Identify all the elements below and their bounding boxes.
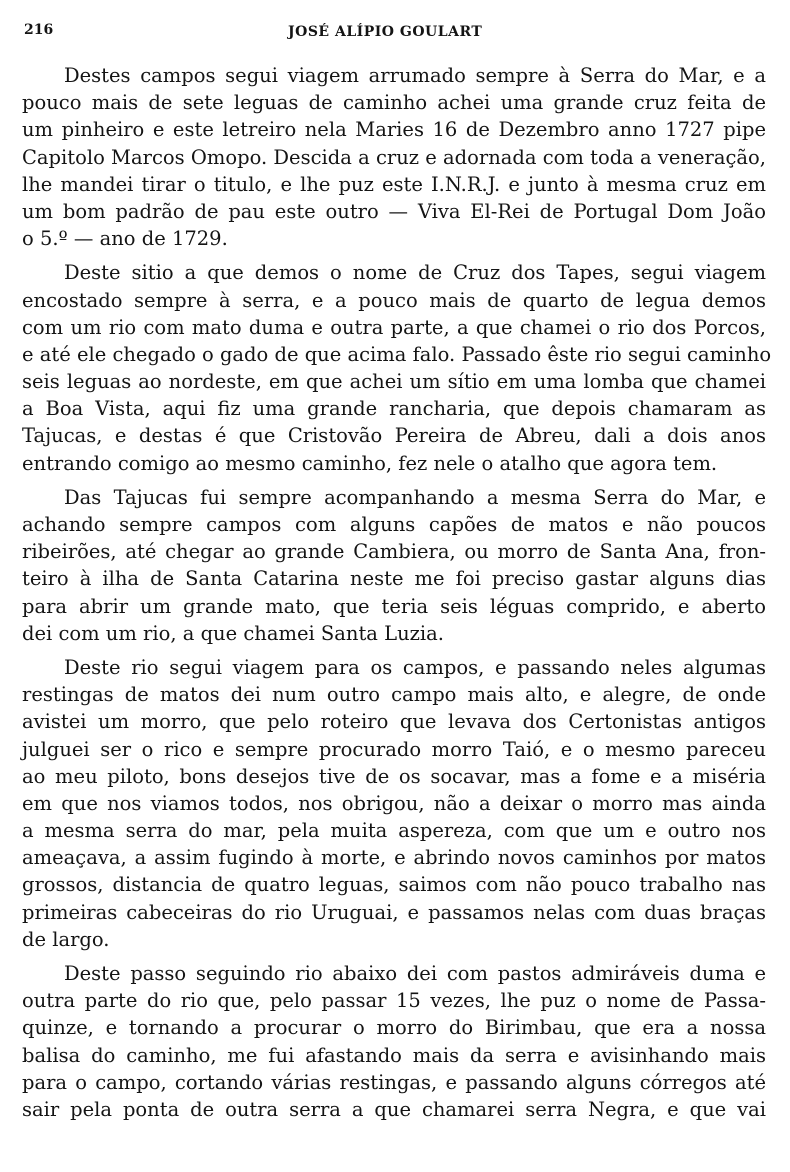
text-line: encostado sempre à serra, e a pouco mais de quarto de legua demos — [22, 288, 766, 312]
text-line: quinze, e tornando a procurar o morro do Birimbau, que era a nossa — [22, 1016, 766, 1040]
text-line: restingas de matos dei num outro campo mais alto, e alegre, de onde — [22, 683, 766, 707]
text-line: a mesma serra do mar, pela muita aspereza, com que um e outro nos — [22, 819, 766, 843]
text-line: com um rio com mato duma e outra parte, a que chamei o rio dos Porcos, — [22, 315, 766, 339]
text-line: seis leguas ao nordeste, em que achei um sítio em uma lomba que chamei — [22, 370, 766, 394]
text-line: Das Tajucas fui sempre acompanhando a mesma Serra do Mar, e — [64, 485, 766, 509]
text-line: entrando comigo ao mesmo caminho, fez nele o atalho que agora tem. — [22, 451, 718, 475]
text-line: em que nos viamos todos, nos obrigou, não a deixar o morro mas ainda — [22, 791, 766, 815]
text-line: um pinheiro e este letreiro nela Maries 16 de Dezembro anno 1727 pipe — [22, 118, 766, 142]
text-line: para abrir um grande mato, que teria seis léguas comprido, e aberto — [22, 594, 766, 618]
paragraph — [22, 960, 766, 1123]
paragraph — [22, 259, 772, 477]
text-line: pouco mais de sete leguas de caminho achei uma grande cruz feita de — [22, 91, 766, 115]
text-line: Capitolo Marcos Omopo. Descida a cruz e adornada com toda a veneração, — [22, 145, 766, 169]
paragraph — [22, 62, 766, 252]
text-line: Deste passo seguindo rio abaixo dei com pastos admiráveis duma e — [64, 962, 766, 985]
running-head: JOSÉ ALÍPIO GOULART — [288, 24, 483, 40]
text-line: o 5.º — ano de 1729. — [22, 227, 228, 251]
text-line: avistei um morro, que pelo roteiro que levava dos Certonistas antigos — [22, 710, 766, 734]
text-line: lhe mandei tirar o titulo, e lhe puz este I.N.R.J. e junto à mesma cruz em — [22, 172, 766, 196]
text-line: de largo. — [22, 927, 110, 951]
text-line: a Boa Vista, aqui fiz uma grande rancharia, que depois chamaram as — [22, 397, 766, 421]
text-line: achando sempre campos com alguns capões de matos e não poucos — [22, 513, 766, 536]
text-line: Tajucas, e destas é que Cristovão Pereira de Abreu, dali a dois anos — [22, 424, 766, 448]
text-line: ameaçava, a assim fugindo à morte, e abrindo novos caminhos por matos — [22, 846, 766, 870]
text-line: Deste rio segui viagem para os campos, e passando neles algumas — [64, 655, 766, 679]
page-number: 216 — [24, 22, 54, 38]
text-line: Destes campos segui viagem arrumado sempre à Serra do Mar, e a — [64, 64, 766, 87]
text-line: primeiras cabeceiras do rio Uruguai, e passamos nelas com duas braças — [22, 900, 766, 924]
text-line: para o campo, cortando várias restingas, e passando alguns córregos até — [22, 1070, 766, 1094]
text-line: outra parte do rio que, pelo passar 15 vezes, lhe puz o nome de Passa- — [22, 989, 766, 1013]
text-line: grossos, distancia de quatro leguas, saimos com não pouco trabalho nas — [22, 873, 766, 897]
text-line: balisa do caminho, me fui afastando mais da serra e avisinhando mais — [22, 1043, 766, 1067]
text-line: um bom padrão de pau este outro — Viva El-Rei de Portugal Dom João — [22, 199, 766, 223]
text-line: dei com um rio, a que chamei Santa Luzia. — [22, 621, 444, 645]
text-line: ribeirões, até chegar ao grande Cambiera, ou morro de Santa Ana, fron- — [22, 540, 766, 564]
body-text — [22, 62, 772, 1130]
text-line: teiro à ilha de Santa Catarina neste me foi preciso gastar alguns dias — [22, 567, 766, 591]
text-line: Deste sitio a que demos o nome de Cruz dos Tapes, segui viagem — [64, 261, 766, 285]
text-line: e até ele chegado o gado de que acima falo. Passado êste rio segui caminho — [22, 342, 772, 366]
text-line: sair pela ponta de outra serra a que chamarei serra Negra, e que vai — [22, 1097, 766, 1121]
text-line: julguei ser o rico e sempre procurado morro Taió, e o mesmo pareceu — [22, 737, 766, 761]
paragraph — [22, 654, 766, 953]
paragraph — [22, 484, 766, 647]
text-line: ao meu piloto, bons desejos tive de os socavar, mas a fome e a miséria — [22, 764, 766, 788]
